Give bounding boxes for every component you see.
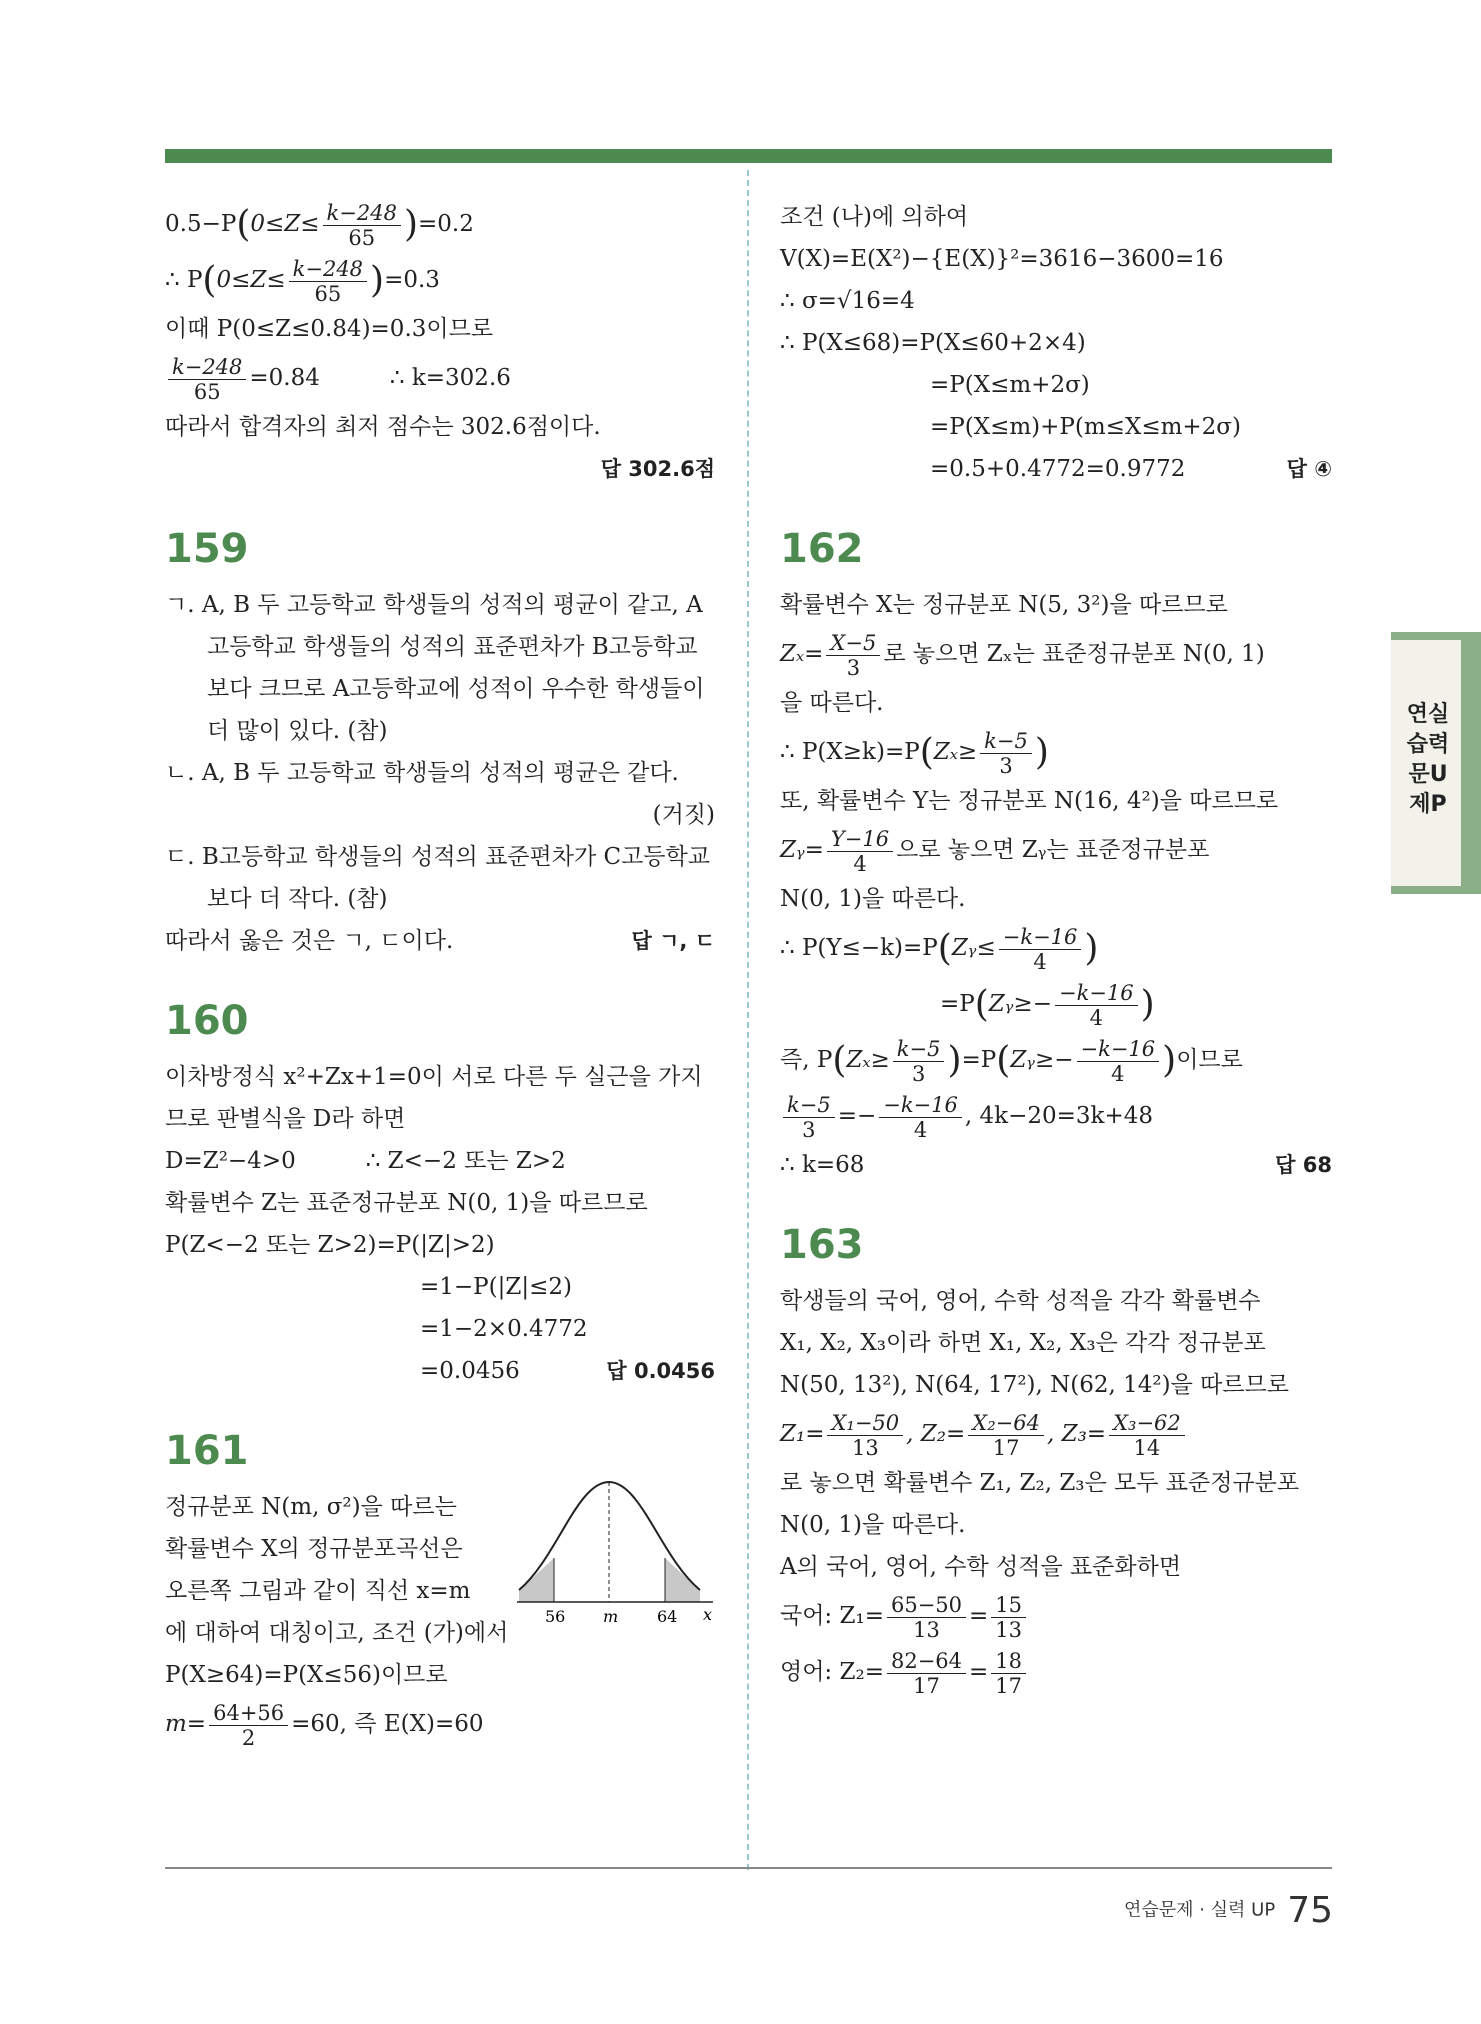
left-column bbox=[165, 196, 715, 1752]
problem-number: 162 bbox=[780, 526, 864, 572]
eq-text: , Z₂= bbox=[906, 1421, 966, 1447]
side-tab-line: 제P bbox=[1409, 792, 1447, 817]
header-bar bbox=[165, 149, 1332, 163]
eq-text: = bbox=[969, 1659, 989, 1685]
problem-number: 163 bbox=[780, 1222, 864, 1268]
fraction: $\frac{\text{X₁−50}}{13}$ bbox=[827, 1411, 903, 1460]
eq-text: 이므로 bbox=[1176, 1047, 1243, 1073]
fraction: $\frac{Y-16}{4}$ bbox=[827, 827, 893, 876]
eq-text: ∴ P bbox=[165, 267, 203, 293]
eq-text: , 4k−20=3k+48 bbox=[964, 1103, 1153, 1129]
footer-rule bbox=[165, 1867, 1332, 1869]
eq-text: ∴ k=68 bbox=[780, 1152, 865, 1178]
text-line: ㄴ. A, B 두 고등학교 학생들의 성적의 평균은 같다. bbox=[165, 760, 679, 786]
answer: 답 302.6점 bbox=[600, 457, 715, 481]
eq-text: 영어: Z₂= bbox=[780, 1659, 884, 1685]
eq-text: =0.84 bbox=[249, 365, 320, 391]
fraction: $\frac{-k-16}{4}$ bbox=[999, 925, 1082, 974]
tick-64: 64 bbox=[657, 1607, 678, 1626]
page-footer bbox=[1124, 1890, 1333, 1931]
text-line: 조건 (나)에 의하여 bbox=[780, 204, 969, 230]
eq-text: Zₓ= bbox=[780, 641, 824, 667]
text-line: N(50, 13²), N(64, 17²), N(62, 14²)을 따르므로 bbox=[780, 1372, 1289, 1398]
eq-line bbox=[780, 1588, 1332, 1644]
text-line: V(X)=E(X²)−{E(X)}²=3616−3600=16 bbox=[780, 246, 1224, 272]
fraction: $\frac{-k-16}{4}$ bbox=[1055, 981, 1138, 1030]
tick-m: m bbox=[603, 1607, 619, 1626]
text-line: X₁, X₂, X₃이라 하면 X₁, X₂, X₃은 각각 정규분포 bbox=[780, 1330, 1266, 1356]
eq-text: ∴ Z<−2 또는 Z>2 bbox=[365, 1148, 566, 1174]
text-line: 확률변수 X는 정규분포 N(5, 3²)을 따르므로 bbox=[780, 592, 1228, 618]
eq-line bbox=[780, 626, 1332, 682]
text-line: 학생들의 국어, 영어, 수학 성적을 각각 확률변수 bbox=[780, 1288, 1261, 1314]
eq-line bbox=[780, 1088, 1332, 1144]
text-line: 정규분포 N(m, σ²)을 따르는 bbox=[165, 1494, 457, 1520]
text-line: =P(X≤m+2σ) bbox=[930, 372, 1090, 398]
fraction: $\frac{k-248}{65}$ bbox=[323, 201, 401, 250]
eq-text: Zᵧ≥− bbox=[1010, 1047, 1074, 1073]
fraction: $\frac{18}{17}$ bbox=[991, 1649, 1026, 1698]
text-line: 확률변수 Z는 표준정규분포 N(0, 1)을 따르므로 bbox=[165, 1190, 648, 1216]
fraction: $\frac{X-5}{3}$ bbox=[826, 631, 880, 680]
fraction: $\frac{k-248}{65}$ bbox=[168, 355, 246, 404]
fraction: $\frac{-k-16}{4}$ bbox=[1077, 1037, 1160, 1086]
fraction: $\frac{65-50}{13}$ bbox=[887, 1593, 966, 1642]
eq-line bbox=[165, 1696, 715, 1752]
tick-56: 56 bbox=[545, 1607, 566, 1626]
text-line: =1−2×0.4772 bbox=[420, 1316, 588, 1342]
text-line: 오른쪽 그림과 같이 직선 x=m bbox=[165, 1578, 471, 1604]
text-line bbox=[780, 1144, 1332, 1186]
side-tab-line: 습력 bbox=[1406, 732, 1450, 757]
eq-text: 즉, P bbox=[780, 1047, 833, 1073]
text-line: 확률변수 X의 정규분포곡선은 bbox=[165, 1536, 463, 1562]
eq-text: =60, 즉 E(X)=60 bbox=[291, 1711, 484, 1737]
text-span: 따라서 옳은 것은 ㄱ, ㄷ이다. bbox=[165, 928, 454, 954]
eq-line bbox=[780, 822, 1332, 878]
fraction: $\frac{82-64}{17}$ bbox=[887, 1649, 966, 1698]
footer-section: 연습문제 · 실력 UP bbox=[1123, 1899, 1276, 1921]
text-line bbox=[165, 1140, 715, 1182]
text-line bbox=[165, 1350, 715, 1392]
side-tab-line: 연실 bbox=[1406, 702, 1450, 727]
text-line: 을 따른다. bbox=[780, 690, 884, 716]
eq-line: ∴ P(Y≤−k)=P(Zᵧ≤ $\frac{-k-16}{4}$ ) bbox=[780, 924, 1099, 974]
eq-text: D=Z²−4>0 bbox=[165, 1148, 296, 1174]
text-line bbox=[165, 920, 715, 962]
eq-line bbox=[780, 1644, 1332, 1700]
text-line: (거짓) bbox=[652, 802, 715, 828]
answer: 답 0.0456 bbox=[606, 1359, 715, 1383]
problem-number: 161 bbox=[165, 1428, 249, 1474]
eq-text: ∴ k=302.6 bbox=[389, 365, 511, 391]
fraction: $\frac{64+56}{2}$ bbox=[209, 1701, 288, 1750]
text-line: 로 놓으면 확률변수 Z₁, Z₂, Z₃은 모두 표준정규분포 bbox=[780, 1470, 1300, 1496]
axis-label-x: x bbox=[703, 1605, 713, 1624]
fraction: $\frac{k-5}{3}$ bbox=[893, 1037, 945, 1086]
fraction: $\frac{k-5}{3}$ bbox=[783, 1093, 835, 1142]
normal-curve-graph bbox=[517, 1478, 717, 1638]
eq-text: Zᵧ= bbox=[780, 837, 824, 863]
problem-number: 159 bbox=[165, 526, 249, 572]
eq-line: 0.5−P(0≤Z≤ $\frac{k-248}{65}$ )=0.2 bbox=[165, 200, 474, 250]
answer: 답 68 bbox=[1275, 1153, 1332, 1177]
eq-line bbox=[165, 350, 715, 406]
fraction: $\frac{15}{13}$ bbox=[991, 1593, 1026, 1642]
eq-text: 0≤Z≤ bbox=[216, 267, 286, 293]
eq-text: =P bbox=[961, 1047, 997, 1073]
text-line: 또, 확률변수 Y는 정규분포 N(16, 4²)을 따르므로 bbox=[780, 788, 1279, 814]
eq-line: ∴ P(X≥k)=P(Zₓ≥ $\frac{k-5}{3}$ ) bbox=[780, 728, 1049, 778]
side-tab-label bbox=[1398, 700, 1458, 820]
text-line: ∴ σ=√16=4 bbox=[780, 288, 915, 314]
eq-line bbox=[780, 1406, 1332, 1462]
text-line: N(0, 1)을 따른다. bbox=[780, 1512, 966, 1538]
eq-text: Zᵧ≥− bbox=[988, 991, 1052, 1017]
right-column bbox=[780, 196, 1332, 1700]
eq-text: =− bbox=[837, 1103, 877, 1129]
eq-text: =0.0456 bbox=[420, 1358, 520, 1384]
eq-text: Z₁= bbox=[780, 1421, 825, 1447]
page-number: 75 bbox=[1287, 1890, 1333, 1931]
eq-text: Zₓ≥ bbox=[846, 1047, 890, 1073]
eq-line: ∴ P(0≤Z≤ $\frac{k-248}{65}$ )=0.3 bbox=[165, 256, 440, 306]
problem-161-body bbox=[165, 1486, 715, 1752]
eq-text: ∴ P(X≥k)=P bbox=[780, 739, 920, 765]
eq-text: m= bbox=[165, 1711, 207, 1737]
eq-text: , Z₃= bbox=[1046, 1421, 1107, 1447]
eq-text: Zᵧ≤ bbox=[951, 935, 996, 961]
text-line: P(Z<−2 또는 Z>2)=P(|Z|>2) bbox=[165, 1232, 495, 1258]
fraction: $\frac{-k-16}{4}$ bbox=[879, 1093, 962, 1142]
fraction: $\frac{k-248}{65}$ bbox=[289, 257, 367, 306]
eq-text: ∴ P(Y≤−k)=P bbox=[780, 935, 938, 961]
eq-text: =P bbox=[940, 991, 975, 1017]
answer: 답 ㄱ, ㄷ bbox=[631, 929, 715, 953]
text-line: ㄷ. B고등학교 학생들의 성적의 표준편차가 C고등학교보다 더 작다. (참) bbox=[165, 844, 710, 912]
text-line: 따라서 합격자의 최저 점수는 302.6점이다. bbox=[165, 414, 601, 440]
text-line bbox=[780, 448, 1332, 490]
eq-text: 로 놓으면 Zₓ는 표준정규분포 N(0, 1) bbox=[883, 641, 1265, 667]
text-line: =1−P(|Z|≤2) bbox=[420, 1274, 572, 1300]
answer: 답 ④ bbox=[1286, 457, 1332, 481]
eq-text: = bbox=[969, 1603, 989, 1629]
fraction: $\frac{\text{X₃−62}}{14}$ bbox=[1109, 1411, 1185, 1460]
text-line: A의 국어, 영어, 수학 성적을 표준화하면 bbox=[780, 1554, 1182, 1580]
text-line: ∴ P(X≤68)=P(X≤60+2×4) bbox=[780, 330, 1086, 356]
fraction: $\frac{\text{X₂−64}}{17}$ bbox=[968, 1411, 1044, 1460]
eq-text: 0≤Z≤ bbox=[250, 211, 320, 237]
fraction: $\frac{k-5}{3}$ bbox=[980, 729, 1032, 778]
eq-text: =0.2 bbox=[418, 211, 474, 237]
left-tail-shading bbox=[519, 1558, 554, 1602]
eq-text: 0.5−P bbox=[165, 211, 237, 237]
eq-text: 으로 놓으면 Zᵧ는 표준정규분포 bbox=[896, 837, 1210, 863]
text-line: P(X≥64)=P(X≤56)이므로 bbox=[165, 1662, 448, 1688]
eq-text: Zₓ≥ bbox=[933, 739, 978, 765]
eq-line: =P(Zᵧ≥− $\frac{-k-16}{4}$ ) bbox=[940, 980, 1155, 1030]
eq-line: 즉, P(Zₓ≥ $\frac{k-5}{3}$ )=P(Zᵧ≥− $\frac{-k-16}{4}$ )이므로 bbox=[780, 1036, 1243, 1086]
eq-text: 국어: Z₁= bbox=[780, 1603, 884, 1629]
text-line: 이차방정식 x²+Zx+1=0이 서로 다른 두 실근을 가지므로 판별식을 D라 하면 bbox=[165, 1064, 703, 1132]
right-tail-shading bbox=[665, 1558, 700, 1602]
column-divider bbox=[747, 170, 749, 1870]
text-line: 에 대하여 대칭이고, 조건 (가)에서 bbox=[165, 1620, 509, 1646]
eq-text: =0.5+0.4772=0.9772 bbox=[930, 456, 1186, 482]
eq-text: =0.3 bbox=[384, 267, 440, 293]
text-line: =P(X≤m)+P(m≤X≤m+2σ) bbox=[930, 414, 1241, 440]
text-line: 이때 P(0≤Z≤0.84)=0.3이므로 bbox=[165, 316, 494, 342]
problem-number: 160 bbox=[165, 998, 249, 1044]
text-line: N(0, 1)을 따른다. bbox=[780, 886, 966, 912]
side-tab-line: 문U bbox=[1408, 762, 1448, 787]
text-line: ㄱ. A, B 두 고등학교 학생들의 성적의 평균이 같고, A고등학교 학생들의 성적의 표준편차가 B고등학교보다 크므로 A고등학교에 성적이 우수한 학생들이 더 많이 있다. (참) bbox=[165, 592, 705, 744]
